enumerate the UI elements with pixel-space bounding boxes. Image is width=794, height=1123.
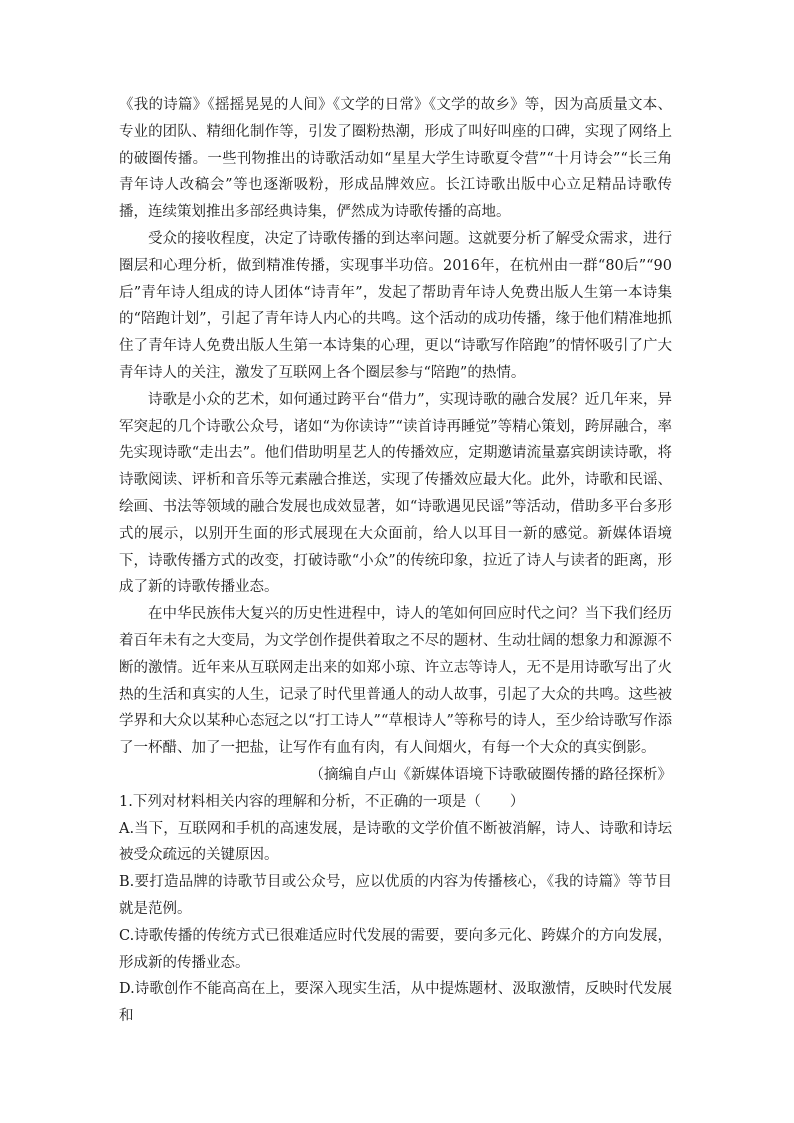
- article-source: （摘编自卢山《新媒体语境下诗歌破圈传播的路径探析》: [309, 766, 672, 783]
- question-option-c: C.诗歌传播的传统方式已很难适应时代发展的需要，要向多元化、跨媒介的方向发展，形成新的传播业态。: [119, 927, 672, 971]
- question-option-b: B.要打造品牌的诗歌节目或公众号，应以优质的内容为传播核心，《我的诗篇》等节目就是范例。: [119, 874, 672, 917]
- article-paragraph-continued: 《我的诗篇》《摇摇晃晃的人间》《文学的日常》《文学的故乡》等，因为高质量文本、专业的团队、精细化制作等，引发了圈粉热潮，形成了叫好叫座的口碑，实现了网络上的破圈传播。一些刊物推出的诗歌活动如“星星大学生诗歌夏令营”“十月诗会”“长三角青年诗人改稿会”等也逐渐吸粉，形成品牌效应。长江诗歌出版中心立足精品诗歌传播，连续策划推出多部经典诗集，俨然成为诗歌传播的高地。: [119, 97, 672, 221]
- article-paragraph-3: 诗歌是小众的艺术，如何通过跨平台“借力”，实现诗歌的融合发展？近几年来，异军突起的几个诗歌公众号，诸如“为你读诗”“读首诗再睡觉”等精心策划，跨屏融合，率先实现诗歌“走出去”。他们借助明星艺人的传播效应，定期邀请流量嘉宾朗读诗歌，将诗歌阅读、评析和音乐等元素融合推送，实现了传播效应最大化。此外，诗歌和民谣、绘画、书法等领域的融合发展也成效显著，如“诗歌遇见民谣”等活动，借助多平台多形式的展示，以别开生面的形式展现在大众面前，给人以耳目一新的感觉。新媒体语境下，诗歌传播方式的改变，打破诗歌“小众”的传统印象，拉近了诗人与读者的距离，形成了新的诗歌传播业态。: [119, 391, 672, 596]
- document-page: [119, 92, 672, 1030]
- question-option-d: D.诗歌创作不能高高在上，要深入现实生活，从中提炼题材、汲取激情，反映时代发展和: [119, 981, 672, 1025]
- article-paragraph-4: 在中华民族伟大复兴的历史性进程中，诗人的笔如何回应时代之问？当下我们经历着百年未有之大变局，为文学创作提供着取之不尽的题材、生动壮阔的想象力和源源不断的激情。近年来从互联网走出来的如郑小琼、许立志等诗人，无不是用诗歌写出了火热的生活和真实的人生，记录了时代里普通人的动人故事，引起了大众的共鸣。这些被学界和大众以某种心态冠之以“打工诗人”“草根诗人”等称号的诗人，至少给诗歌写作添了一杯醋、加了一把盐，让写作有血有肉，有人间烟火，有每一个大众的真实倒影。: [119, 606, 672, 757]
- question-stem: 1.下列对材料相关内容的理解和分析，不正确的一项是（ ）: [119, 793, 525, 810]
- article-paragraph-2: 受众的接收程度，决定了诗歌传播的到达率问题。这就要分析了解受众需求，进行圈层和心理分析，做到精准传播，实现事半功倍。2016年，在杭州由一群“80后”“90后”青年诗人组成的诗人团体“诗青年”，发起了帮助青年诗人免费出版人生第一本诗集的“陪跑计划”，引起了青年诗人内心的共鸣。这个活动的成功传播，缘于他们精准地抓住了青年诗人免费出版人生第一本诗集的心理，更以“诗歌写作陪跑”的情怀吸引了广大青年诗人的关注，激发了互联网上各个圈层参与“陪跑”的热情。: [119, 230, 672, 381]
- question-option-a: A.当下，互联网和手机的高速发展，是诗歌的文学价值不断被消解，诗人、诗歌和诗坛被受众疏远的关键原因。: [119, 820, 672, 864]
